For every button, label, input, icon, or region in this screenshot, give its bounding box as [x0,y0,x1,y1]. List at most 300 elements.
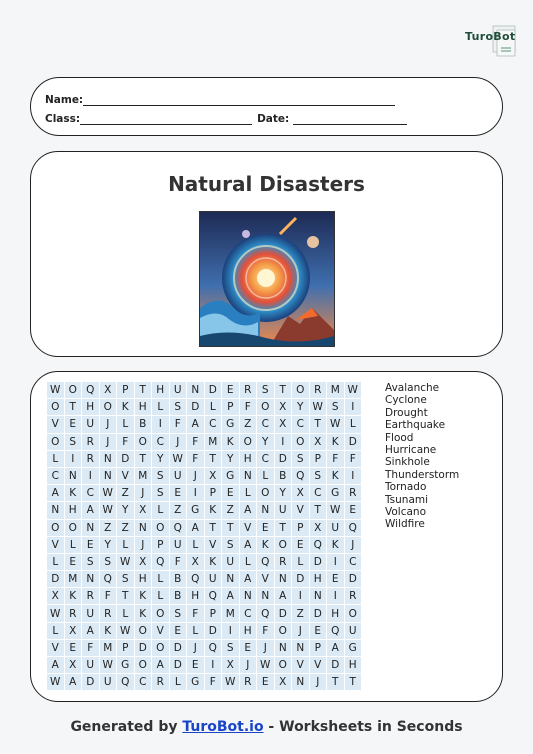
grid-cell[interactable]: P [310,640,327,656]
grid-cell[interactable]: D [275,605,292,621]
grid-cell[interactable]: U [82,416,99,432]
grid-cell[interactable]: G [327,485,344,501]
grid-cell[interactable]: H [327,605,344,621]
grid-cell[interactable]: L [257,468,274,484]
grid-cell[interactable]: O [135,434,152,450]
grid-cell[interactable]: D [310,605,327,621]
grid-cell[interactable]: J [257,640,274,656]
grid-cell[interactable]: R [100,605,117,621]
grid-cell[interactable]: T [310,502,327,518]
grid-cell[interactable]: W [47,605,64,621]
grid-cell[interactable]: T [117,588,134,604]
grid-cell[interactable]: C [205,416,222,432]
grid-cell[interactable]: S [152,485,169,501]
grid-cell[interactable]: E [292,537,309,553]
grid-cell[interactable]: R [310,382,327,398]
grid-cell[interactable]: X [100,382,117,398]
grid-cell[interactable]: I [275,434,292,450]
grid-cell[interactable]: B [170,588,187,604]
grid-cell[interactable]: W [345,382,362,398]
grid-cell[interactable]: C [152,434,169,450]
grid-cell[interactable]: M [222,605,239,621]
grid-cell[interactable]: W [327,416,344,432]
grid-cell[interactable]: K [327,468,344,484]
grid-cell[interactable]: I [327,554,344,570]
grid-cell[interactable]: R [82,588,99,604]
grid-cell[interactable]: O [47,399,64,415]
grid-cell[interactable]: T [345,674,362,690]
grid-cell[interactable]: E [65,640,82,656]
grid-cell[interactable]: G [222,468,239,484]
grid-cell[interactable]: L [187,623,204,639]
grid-cell[interactable]: O [152,605,169,621]
grid-cell[interactable]: F [187,451,204,467]
grid-cell[interactable]: W [47,674,64,690]
grid-cell[interactable]: D [117,451,134,467]
grid-cell[interactable]: V [257,571,274,587]
grid-cell[interactable]: V [47,416,64,432]
grid-cell[interactable]: L [170,674,187,690]
grid-cell[interactable]: U [170,537,187,553]
grid-cell[interactable]: C [257,416,274,432]
grid-cell[interactable]: O [65,382,82,398]
grid-cell[interactable]: P [117,382,134,398]
grid-cell[interactable]: K [327,434,344,450]
grid-cell[interactable]: O [100,399,117,415]
grid-cell[interactable]: X [47,588,64,604]
grid-cell[interactable]: W [117,623,134,639]
grid-cell[interactable]: E [65,554,82,570]
grid-cell[interactable]: M [65,571,82,587]
grid-cell[interactable]: R [345,588,362,604]
grid-cell[interactable]: N [135,520,152,536]
grid-cell[interactable]: W [100,502,117,518]
grid-cell[interactable]: H [240,451,257,467]
class-field[interactable] [80,114,252,125]
grid-cell[interactable]: I [65,451,82,467]
grid-cell[interactable]: A [47,657,64,673]
grid-cell[interactable]: A [327,640,344,656]
grid-cell[interactable]: K [327,537,344,553]
grid-cell[interactable]: L [47,451,64,467]
grid-cell[interactable]: D [205,382,222,398]
grid-cell[interactable]: I [292,588,309,604]
grid-cell[interactable]: R [152,674,169,690]
grid-cell[interactable]: L [345,416,362,432]
grid-cell[interactable]: G [222,416,239,432]
grid-cell[interactable]: T [205,520,222,536]
grid-cell[interactable]: S [152,468,169,484]
grid-cell[interactable]: X [135,554,152,570]
grid-cell[interactable]: O [65,520,82,536]
grid-cell[interactable]: D [345,434,362,450]
grid-cell[interactable]: L [117,537,134,553]
grid-cell[interactable]: C [292,416,309,432]
grid-cell[interactable]: U [345,623,362,639]
grid-cell[interactable]: L [240,554,257,570]
grid-cell[interactable]: T [205,451,222,467]
grid-cell[interactable]: I [205,657,222,673]
grid-cell[interactable]: Y [275,485,292,501]
grid-cell[interactable]: J [135,485,152,501]
grid-cell[interactable]: D [327,657,344,673]
grid-cell[interactable]: R [345,485,362,501]
grid-cell[interactable]: X [310,434,327,450]
grid-cell[interactable]: P [292,520,309,536]
grid-cell[interactable]: Z [222,502,239,518]
grid-cell[interactable]: V [292,502,309,518]
grid-cell[interactable]: R [240,674,257,690]
grid-cell[interactable]: F [170,554,187,570]
grid-cell[interactable]: Q [345,520,362,536]
grid-cell[interactable]: N [257,502,274,518]
grid-cell[interactable]: A [65,674,82,690]
grid-cell[interactable]: V [152,623,169,639]
grid-cell[interactable]: W [222,674,239,690]
grid-cell[interactable]: M [100,640,117,656]
grid-cell[interactable]: P [310,451,327,467]
grid-cell[interactable]: D [205,623,222,639]
grid-cell[interactable]: U [327,520,344,536]
grid-cell[interactable]: T [275,382,292,398]
grid-cell[interactable]: Y [222,451,239,467]
grid-cell[interactable]: X [275,399,292,415]
grid-cell[interactable]: Q [187,571,204,587]
grid-cell[interactable]: J [240,657,257,673]
grid-cell[interactable]: O [240,434,257,450]
grid-cell[interactable]: O [135,623,152,639]
grid-cell[interactable]: Q [117,674,134,690]
grid-cell[interactable]: I [345,399,362,415]
grid-cell[interactable]: L [152,588,169,604]
grid-cell[interactable]: E [257,520,274,536]
grid-cell[interactable]: T [222,520,239,536]
grid-cell[interactable]: E [327,571,344,587]
grid-cell[interactable]: S [65,434,82,450]
grid-cell[interactable]: P [205,485,222,501]
grid-cell[interactable]: Z [292,605,309,621]
grid-cell[interactable]: F [170,416,187,432]
grid-cell[interactable]: S [327,399,344,415]
grid-cell[interactable]: X [65,657,82,673]
date-field[interactable] [293,114,407,125]
grid-cell[interactable]: Q [257,605,274,621]
grid-cell[interactable]: Z [240,416,257,432]
grid-cell[interactable]: Y [292,399,309,415]
grid-cell[interactable]: K [100,623,117,639]
grid-cell[interactable]: K [222,434,239,450]
grid-cell[interactable]: O [257,485,274,501]
grid-cell[interactable]: D [187,399,204,415]
grid-cell[interactable]: C [345,554,362,570]
grid-cell[interactable]: K [205,554,222,570]
grid-cell[interactable]: A [82,623,99,639]
turobot-link[interactable]: TuroBot.io [182,719,264,735]
grid-cell[interactable]: H [82,399,99,415]
grid-cell[interactable]: A [152,657,169,673]
grid-cell[interactable]: S [82,554,99,570]
grid-cell[interactable]: D [47,571,64,587]
grid-cell[interactable]: O [275,537,292,553]
grid-cell[interactable]: B [170,571,187,587]
grid-cell[interactable]: I [345,468,362,484]
grid-cell[interactable]: I [327,588,344,604]
grid-cell[interactable]: E [222,485,239,501]
grid-cell[interactable]: N [100,451,117,467]
grid-cell[interactable]: W [100,657,117,673]
grid-cell[interactable]: L [47,554,64,570]
grid-cell[interactable]: K [135,588,152,604]
grid-cell[interactable]: D [170,640,187,656]
grid-cell[interactable]: N [65,468,82,484]
grid-cell[interactable]: J [100,416,117,432]
grid-cell[interactable]: H [187,588,204,604]
grid-cell[interactable]: T [275,520,292,536]
grid-cell[interactable]: F [187,605,204,621]
grid-cell[interactable]: I [152,416,169,432]
grid-cell[interactable]: N [275,640,292,656]
grid-cell[interactable]: N [222,571,239,587]
grid-cell[interactable]: E [345,502,362,518]
grid-cell[interactable]: N [292,640,309,656]
name-field[interactable] [83,95,395,106]
grid-cell[interactable]: O [257,399,274,415]
grid-cell[interactable]: V [117,468,134,484]
grid-cell[interactable]: H [65,502,82,518]
grid-cell[interactable]: L [292,554,309,570]
grid-cell[interactable]: J [100,434,117,450]
grid-cell[interactable]: J [187,468,204,484]
grid-cell[interactable]: N [82,520,99,536]
grid-cell[interactable]: U [82,657,99,673]
grid-cell[interactable]: E [65,416,82,432]
grid-cell[interactable]: Q [100,571,117,587]
grid-cell[interactable]: F [100,588,117,604]
grid-cell[interactable]: G [345,640,362,656]
grid-cell[interactable]: T [65,399,82,415]
grid-cell[interactable]: U [82,605,99,621]
grid-cell[interactable]: N [240,588,257,604]
grid-cell[interactable]: H [135,571,152,587]
grid-cell[interactable]: J [187,640,204,656]
grid-cell[interactable]: D [275,451,292,467]
grid-cell[interactable]: E [257,674,274,690]
grid-cell[interactable]: F [187,434,204,450]
grid-cell[interactable]: W [170,451,187,467]
grid-cell[interactable]: A [240,571,257,587]
grid-cell[interactable]: J [135,537,152,553]
grid-cell[interactable]: Q [310,537,327,553]
grid-cell[interactable]: C [257,451,274,467]
grid-cell[interactable]: K [135,605,152,621]
grid-cell[interactable]: T [135,382,152,398]
grid-cell[interactable]: P [152,537,169,553]
grid-cell[interactable]: B [275,468,292,484]
grid-cell[interactable]: W [310,399,327,415]
grid-cell[interactable]: U [205,571,222,587]
grid-cell[interactable]: D [170,657,187,673]
grid-cell[interactable]: F [205,674,222,690]
grid-cell[interactable]: S [170,605,187,621]
grid-cell[interactable]: V [205,537,222,553]
grid-cell[interactable]: K [65,485,82,501]
grid-cell[interactable]: G [187,502,204,518]
grid-cell[interactable]: X [292,485,309,501]
grid-cell[interactable]: W [117,554,134,570]
grid-cell[interactable]: V [292,657,309,673]
grid-cell[interactable]: F [345,451,362,467]
grid-cell[interactable]: A [222,588,239,604]
grid-cell[interactable]: R [82,451,99,467]
grid-cell[interactable]: V [240,520,257,536]
grid-cell[interactable]: S [170,399,187,415]
grid-cell[interactable]: I [187,485,204,501]
grid-cell[interactable]: L [65,537,82,553]
grid-cell[interactable]: V [310,657,327,673]
grid-cell[interactable]: K [65,588,82,604]
grid-cell[interactable]: Z [117,485,134,501]
grid-cell[interactable]: D [310,554,327,570]
grid-cell[interactable]: J [345,537,362,553]
grid-cell[interactable]: A [275,588,292,604]
grid-cell[interactable]: X [222,657,239,673]
grid-cell[interactable]: Y [152,451,169,467]
grid-cell[interactable]: M [327,382,344,398]
grid-cell[interactable]: A [47,485,64,501]
grid-cell[interactable]: C [135,674,152,690]
grid-cell[interactable]: N [187,382,204,398]
grid-cell[interactable]: K [117,399,134,415]
grid-cell[interactable]: V [47,537,64,553]
grid-cell[interactable]: Q [257,554,274,570]
grid-cell[interactable]: E [187,657,204,673]
grid-cell[interactable]: K [257,537,274,553]
grid-cell[interactable]: L [152,571,169,587]
grid-cell[interactable]: W [327,502,344,518]
grid-cell[interactable]: C [310,485,327,501]
grid-cell[interactable]: F [327,451,344,467]
grid-cell[interactable]: Z [117,520,134,536]
grid-cell[interactable]: E [82,537,99,553]
grid-cell[interactable]: L [152,502,169,518]
grid-cell[interactable]: W [257,657,274,673]
grid-cell[interactable]: A [240,537,257,553]
grid-cell[interactable]: U [275,502,292,518]
grid-cell[interactable]: W [100,485,117,501]
grid-cell[interactable]: R [275,554,292,570]
grid-cell[interactable]: D [292,571,309,587]
grid-cell[interactable]: P [205,605,222,621]
grid-cell[interactable]: K [205,502,222,518]
grid-cell[interactable]: L [117,605,134,621]
grid-cell[interactable]: L [47,623,64,639]
grid-cell[interactable]: H [345,657,362,673]
grid-cell[interactable]: L [205,399,222,415]
grid-cell[interactable]: X [135,502,152,518]
grid-cell[interactable]: S [222,537,239,553]
grid-cell[interactable]: J [170,434,187,450]
grid-cell[interactable]: H [240,623,257,639]
grid-cell[interactable]: U [170,382,187,398]
grid-cell[interactable]: L [152,399,169,415]
grid-cell[interactable]: O [47,434,64,450]
grid-cell[interactable]: M [135,468,152,484]
grid-cell[interactable]: H [310,571,327,587]
grid-cell[interactable]: C [82,485,99,501]
grid-cell[interactable]: E [170,485,187,501]
grid-cell[interactable]: F [82,640,99,656]
grid-cell[interactable]: S [100,554,117,570]
grid-cell[interactable]: E [222,382,239,398]
grid-cell[interactable]: I [82,468,99,484]
grid-cell[interactable]: A [187,416,204,432]
grid-cell[interactable]: S [222,640,239,656]
grid-cell[interactable]: L [187,537,204,553]
grid-cell[interactable]: Q [205,588,222,604]
grid-cell[interactable]: O [152,640,169,656]
grid-cell[interactable]: O [47,520,64,536]
grid-cell[interactable]: A [187,520,204,536]
grid-cell[interactable]: P [222,399,239,415]
grid-cell[interactable]: V [47,640,64,656]
grid-cell[interactable]: F [117,434,134,450]
grid-cell[interactable]: B [135,416,152,432]
grid-cell[interactable]: X [275,674,292,690]
grid-cell[interactable]: O [292,382,309,398]
grid-cell[interactable]: E [170,623,187,639]
grid-cell[interactable]: D [135,640,152,656]
grid-cell[interactable]: X [275,416,292,432]
grid-cell[interactable]: T [327,674,344,690]
grid-cell[interactable]: N [310,588,327,604]
grid-cell[interactable]: G [187,674,204,690]
grid-cell[interactable]: A [240,502,257,518]
grid-cell[interactable]: Q [327,623,344,639]
grid-cell[interactable]: P [117,640,134,656]
grid-cell[interactable]: X [187,554,204,570]
grid-cell[interactable]: Z [100,520,117,536]
grid-cell[interactable]: X [65,623,82,639]
grid-cell[interactable]: Q [82,382,99,398]
grid-cell[interactable]: J [310,674,327,690]
grid-cell[interactable]: E [240,640,257,656]
grid-cell[interactable]: D [82,674,99,690]
grid-cell[interactable]: D [345,571,362,587]
grid-cell[interactable]: R [82,434,99,450]
grid-cell[interactable]: S [310,468,327,484]
grid-cell[interactable]: O [345,605,362,621]
grid-cell[interactable]: M [205,434,222,450]
grid-cell[interactable]: T [135,451,152,467]
grid-cell[interactable]: U [170,468,187,484]
grid-cell[interactable]: Y [257,434,274,450]
grid-cell[interactable]: O [275,657,292,673]
grid-cell[interactable]: U [222,554,239,570]
grid-cell[interactable]: I [222,623,239,639]
grid-cell[interactable]: S [292,451,309,467]
grid-cell[interactable]: O [275,623,292,639]
grid-cell[interactable]: C [47,468,64,484]
grid-cell[interactable]: Z [170,502,187,518]
grid-cell[interactable]: N [292,674,309,690]
grid-cell[interactable]: Q [205,640,222,656]
grid-cell[interactable]: A [82,502,99,518]
grid-cell[interactable]: Q [152,554,169,570]
grid-cell[interactable]: O [292,434,309,450]
grid-cell[interactable]: N [82,571,99,587]
grid-cell[interactable]: R [240,382,257,398]
grid-cell[interactable]: F [257,623,274,639]
